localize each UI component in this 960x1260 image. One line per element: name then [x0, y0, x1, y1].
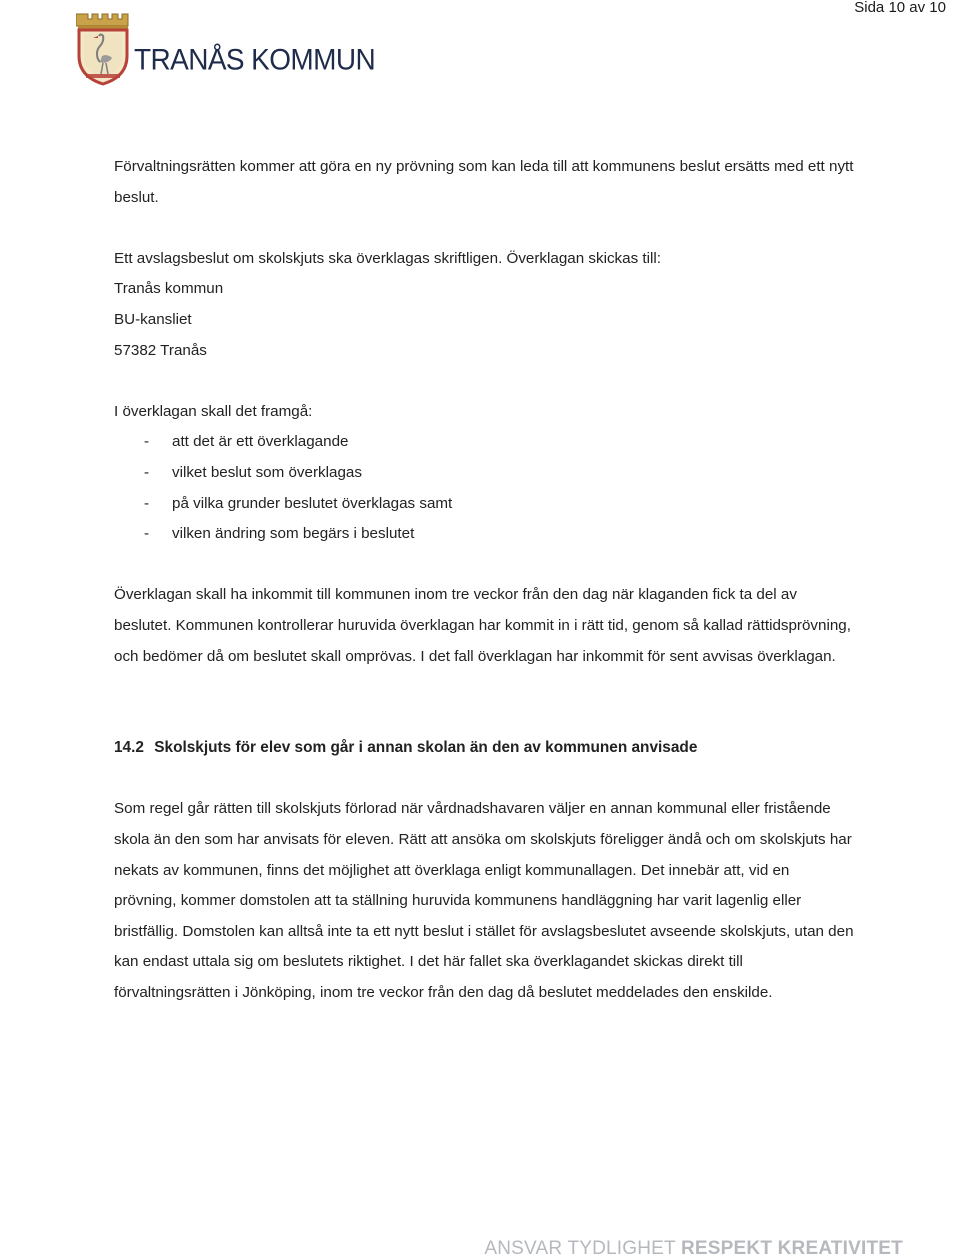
section-heading	[114, 733, 854, 764]
logo-text: TRANÅS KOMMUN	[134, 43, 376, 76]
list-item: - vilket beslut som överklagas	[114, 458, 854, 489]
list-item: - på vilka grunder beslutet överklagas samt	[114, 489, 854, 520]
paragraph-requirements-intro: I överklagan skall det framgå:	[114, 402, 313, 420]
section-number: 14.2	[114, 739, 144, 757]
footer-word: TYDLIGHET	[567, 1238, 676, 1259]
address-line: BU-kansliet	[114, 310, 192, 328]
paragraph-appeal-intro: Förvaltningsrätten kommer att göra en ny prövning som kan leda till att kommunens beslut ersätts med ett nytt beslut.	[114, 158, 854, 206]
document-body	[114, 152, 854, 1009]
section-title: Skolskjuts för elev som går i annan skolan än den av kommunen anvisade	[154, 739, 698, 757]
coat-of-arms-icon	[76, 10, 130, 86]
address-line: 57382 Tranås	[114, 341, 207, 359]
footer-word: ANSVAR	[484, 1238, 563, 1259]
paragraph-other-school: Som regel går rätten till skolskjuts förlorad när vårdnadshavaren väljer en annan kommunal eller fristående skola än den som har anvisats för eleven. Rätt att ansöka om skolskjuts föreligger ändå och om skolskjuts har nekats av kommunen, finns det möjlighet att överklaga enligt kommunallagen. Det innebär att, vid en prövning, kommer domstolen att ta ställning huruvida kommunens handläggning har varit lagenlig eller bristfällig. Domstolen kan alltså inte ta ett nytt beslut i stället för avslagsbeslutet avseende skolskjuts, utan den kan endast uttala sig om beslutets riktighet. I det här fallet ska överklagandet skickas direkt till förvaltningsrätten i Jönköping, inom tre veckor från den dag då beslutet meddelades den enskilde.	[114, 800, 854, 1002]
footer-word: KREATIVITET	[777, 1238, 903, 1259]
paragraph-appeal-instructions: Ett avslagsbeslut om skolskjuts ska överklagas skriftligen. Överklagan skickas till:	[114, 249, 661, 267]
municipality-logo	[76, 10, 376, 90]
list-item: - vilken ändring som begärs i beslutet	[114, 519, 854, 550]
footer-word: RESPEKT	[681, 1238, 773, 1259]
paragraph-appeal-deadline: Överklagan skall ha inkommit till kommunen inom tre veckor från den dag när klaganden fick ta del av beslutet. Kommunen kontrollerar huruvida överklagan har kommit in i rätt tid, genom så kallad rättidsprövning, och bedömer då om beslutet skall omprövas. I det fall överklagan har inkommit för sent avvisas överklagan.	[114, 586, 851, 665]
page-number: Sida 10 av 10	[854, 0, 946, 16]
requirements-list	[114, 427, 854, 549]
address-line: Tranås kommun	[114, 280, 224, 298]
list-item: - att det är ett överklagande	[114, 427, 854, 458]
footer-values	[484, 1238, 903, 1260]
